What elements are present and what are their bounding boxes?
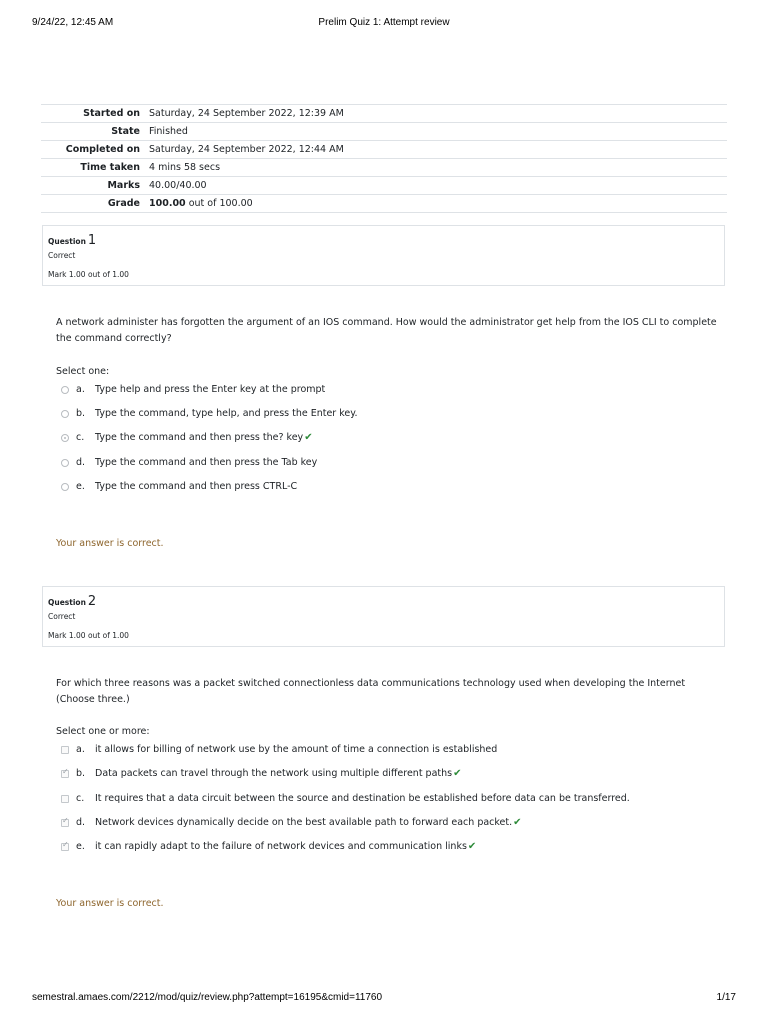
check-icon: ✔	[453, 768, 462, 779]
check-icon: ✔	[513, 817, 522, 828]
summary-label: Time taken	[41, 159, 144, 177]
print-datetime: 9/24/22, 12:45 AM	[32, 17, 114, 28]
checkbox[interactable]	[61, 795, 69, 803]
page-url: semestral.amaes.com/2212/mod/quiz/review.php?attempt=16195&cmid=11760	[32, 992, 383, 1003]
page-number: 1/17	[716, 992, 736, 1003]
question-text: A network administer has forgotten the argument of an IOS command. How would the administrator get help from the IOS CLI to complete the command correctly?	[56, 317, 717, 344]
summary-value: 4 mins 58 secs	[144, 159, 727, 177]
radio-button[interactable]	[61, 386, 69, 394]
summary-value: 40.00/40.00	[144, 177, 727, 195]
question-mark: Mark 1.00 out of 1.00	[48, 631, 129, 640]
question-info-2	[42, 586, 725, 647]
question-number: Question 1	[48, 233, 97, 248]
select-prompt: Select one:	[56, 366, 110, 377]
select-prompt: Select one or more:	[56, 726, 150, 737]
checkbox-checked[interactable]	[61, 770, 69, 778]
question-state: Correct	[48, 612, 76, 621]
question-mark: Mark 1.00 out of 1.00	[48, 270, 129, 279]
summary-row	[41, 141, 727, 159]
grade-total: out of 100.00	[185, 198, 253, 209]
question-state: Correct	[48, 251, 76, 260]
summary-row-grade	[41, 195, 727, 213]
radio-button[interactable]	[61, 410, 69, 418]
summary-row	[41, 123, 727, 141]
question-info-1	[42, 225, 725, 286]
check-icon: ✔	[304, 432, 313, 443]
summary-value: Saturday, 24 September 2022, 12:44 AM	[144, 141, 727, 159]
print-title: Prelim Quiz 1: Attempt review	[318, 17, 450, 28]
radio-button[interactable]	[61, 459, 69, 467]
summary-label: State	[41, 123, 144, 141]
checkbox-checked[interactable]	[61, 819, 69, 827]
grade-label: Grade	[41, 195, 144, 213]
summary-row	[41, 105, 727, 123]
summary-row	[41, 177, 727, 195]
print-footer	[32, 992, 736, 1006]
summary-label: Completed on	[41, 141, 144, 159]
radio-button-checked[interactable]	[61, 434, 69, 442]
summary-label: Marks	[41, 177, 144, 195]
question-number: Question 2	[48, 594, 97, 609]
radio-button[interactable]	[61, 483, 69, 491]
summary-row	[41, 159, 727, 177]
question-text: For which three reasons was a packet switched connectionless data communications technology used when developing the Internet (Choose three.)	[56, 678, 686, 705]
checkbox-checked[interactable]	[61, 843, 69, 851]
summary-label: Started on	[41, 105, 144, 123]
answer-feedback: Your answer is correct.	[56, 538, 164, 549]
grade-value	[144, 195, 727, 213]
summary-value: Finished	[144, 123, 727, 141]
checkbox[interactable]	[61, 746, 69, 754]
attempt-summary-table	[41, 104, 727, 213]
check-icon: ✔	[467, 841, 477, 852]
answer-feedback: Your answer is correct.	[56, 898, 164, 909]
print-header	[32, 17, 736, 31]
summary-value: Saturday, 24 September 2022, 12:39 AM	[144, 105, 727, 123]
grade-score: 100.00	[149, 198, 186, 209]
